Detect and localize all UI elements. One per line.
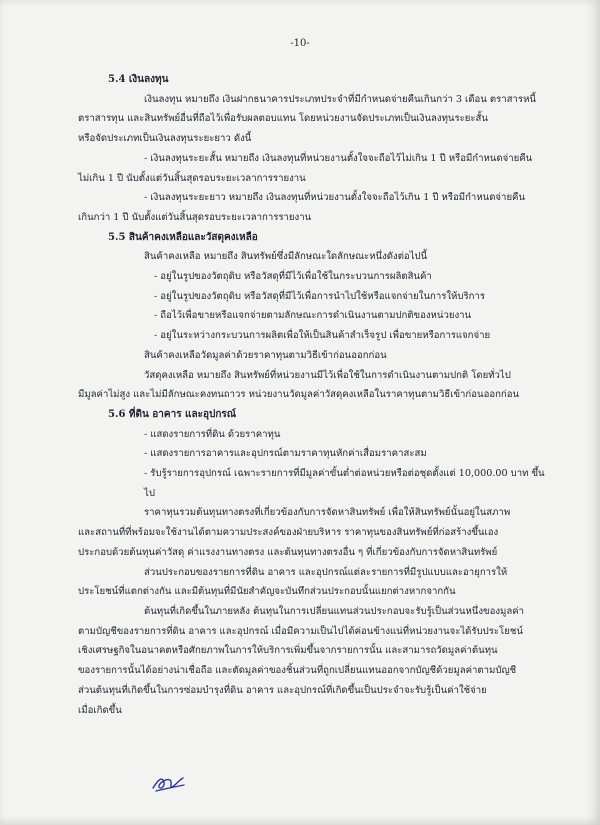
paragraph-line: ไม่เกิน 1 ปี นับตั้งแต่วันสิ้นสุดรอบระยะเวลาการรายงาน: [78, 172, 306, 184]
page-number: -10-: [290, 38, 310, 49]
paragraph-line: ตามบัญชีของรายการที่ดิน อาคาร และอุปกรณ์ เมื่อมีความเป็นไปได้ค่อนข้างแน่ที่หน่วยงานจะได้รับประโยชน์: [78, 625, 523, 637]
paragraph-line: ส่วนต้นทุนที่เกิดขึ้นในการซ่อมบำรุงที่ดิน อาคาร และอุปกรณ์ที่เกิดขึ้นเป็นประจำจะรับรู้เป็นค่าใช้จ่าย: [78, 684, 487, 696]
bullet-line: - แสดงรายการที่ดิน ด้วยราคาทุน: [144, 428, 281, 440]
bullet-line: - เงินลงทุนระยะสั้น หมายถึง เงินลงทุนที่หน่วยงานตั้งใจจะถือไว้ไม่เกิน 1 ปี หรือมีกำหนดจ่ายคืน: [144, 152, 533, 164]
bullet-line: - อยู่ในระหว่างกระบวนการผลิตเพื่อให้เป็นสินค้าสำเร็จรูป เพื่อขายหรือการแจกจ่าย: [154, 330, 491, 342]
bullet-line: - อยู่ในรูปของวัตถุดิบ หรือวัสดุที่มีไว้เพื่อการนำไปใช้หรือแจกจ่ายในการให้บริการ: [154, 290, 485, 302]
handwritten-signature: [150, 772, 186, 794]
paragraph-line: มีมูลค่าไม่สูง และไม่มีลักษณะคงทนถาวร หน่วยงานวัดมูลค่าวัสดุคงเหลือในราคาทุนตามวิธีเข้าก่อนออกก่อน: [78, 389, 520, 401]
paragraph-line: เงินลงทุน หมายถึง เงินฝากธนาคารประเภทประจำที่มีกำหนดจ่ายคืนเกินกว่า 3 เดือน ตราสารหนี้: [144, 93, 536, 105]
paragraph-line: วัสดุคงเหลือ หมายถึง สินทรัพย์ที่หน่วยงานมีไว้เพื่อใช้ในการดำเนินงานตามปกติ โดยทั่วไป: [144, 369, 511, 381]
paragraph-line: ส่วนประกอบของรายการที่ดิน อาคาร และอุปกรณ์แต่ละรายการที่มีรูปแบบและอายุการให้: [144, 566, 508, 578]
document-body: [78, 70, 548, 720]
bullet-line: - รับรู้รายการอุปกรณ์ เฉพาะรายการที่มีมูลค่าขั้นต่ำต่อหน่วยหรือต่อชุดตั้งแต่ 10,000.00 บาท ขึ้นไป: [144, 468, 545, 499]
paragraph-line: เชิงเศรษฐกิจในอนาคตหรือศักยภาพในการให้บริการเพิ่มขึ้นจากรายการนั้น และสามารถวัดมูลค่าต้นทุน: [78, 645, 498, 657]
paragraph-line: ประโยชน์ที่แตกต่างกัน และมีต้นทุนที่มีนัยสำคัญจะบันทึกส่วนประกอบนั้นแยกต่างหากจากกัน: [78, 586, 456, 598]
paragraph-line: ราคาทุนรวมต้นทุนทางตรงที่เกี่ยวข้องกับการจัดหาสินทรัพย์ เพื่อให้สินทรัพย์นั้นอยู่ในสภาพ: [144, 507, 511, 519]
paragraph-line: สินค้าคงเหลือวัดมูลค่าด้วยราคาทุนตามวิธีเข้าก่อนออกก่อน: [144, 349, 387, 361]
paragraph-line: ประกอบด้วยต้นทุนค่าวัสดุ ค่าแรงงานทางตรง และต้นทุนทางตรงอื่น ๆ ที่เกี่ยวข้องกับการจัดหาสินทรัพย์: [78, 546, 498, 558]
paragraph-line: และสถานที่ที่พร้อมจะใช้งานได้ตามความประสงค์ของฝ่ายบริหาร ราคาทุนของสินทรัพย์ที่ก่อสร้างขึ้นเอง: [78, 527, 499, 539]
bullet-line: - แสดงรายการอาคารและอุปกรณ์ตามราคาทุนหักค่าเสื่อมราคาสะสม: [144, 448, 427, 460]
bullet-line: - เงินลงทุนระยะยาว หมายถึง เงินลงทุนที่หน่วยงานตั้งใจจะถือไว้เกิน 1 ปี หรือมีกำหนดจ่ายคืน: [144, 192, 526, 204]
bullet-line: - ถือไว้เพื่อขายหรือแจกจ่ายตามลักษณะการดำเนินงานตามปกติของหน่วยงาน: [154, 310, 472, 322]
paragraph-line: เมื่อเกิดขึ้น: [78, 704, 122, 716]
paragraph-line: ของรายการนั้นได้อย่างน่าเชื่อถือ และตัดมูลค่าของชิ้นส่วนที่ถูกเปลี่ยนแทนออกจากบัญชีด้วยมูลค่าตามบัญชี: [78, 665, 517, 677]
bullet-line: - อยู่ในรูปของวัตถุดิบ หรือวัสดุที่มีไว้เพื่อใช้ในกระบวนการผลิตสินค้า: [154, 271, 432, 283]
paragraph-line: ตราสารทุน และสินทรัพย์อื่นที่ถือไว้เพื่อรับผลตอบแทน โดยหน่วยงานจัดประเภทเป็นเงินลงทุนระยะสั้น: [78, 113, 488, 125]
section-heading-property-equipment: 5.6 ที่ดิน อาคาร และอุปกรณ์: [108, 408, 237, 420]
paragraph-line: เกินกว่า 1 ปี นับตั้งแต่วันสิ้นสุดรอบระยะเวลาการรายงาน: [78, 211, 312, 223]
paragraph-line: ต้นทุนที่เกิดขึ้นในภายหลัง ต้นทุนในการเปลี่ยนแทนส่วนประกอบจะรับรู้เป็นส่วนหนึ่งของมูลค่า: [144, 605, 525, 617]
section-heading-investments: 5.4 เงินลงทุน: [108, 74, 169, 85]
paragraph-line: สินค้าคงเหลือ หมายถึง สินทรัพย์ซึ่งมีลักษณะใดลักษณะหนึ่งดังต่อไปนี้: [144, 251, 428, 263]
paragraph-line: หรือจัดประเภทเป็นเงินลงทุนระยะยาว ดังนี้: [78, 133, 252, 145]
section-heading-inventory: 5.5 สินค้าคงเหลือและวัสดุคงเหลือ: [108, 231, 258, 243]
